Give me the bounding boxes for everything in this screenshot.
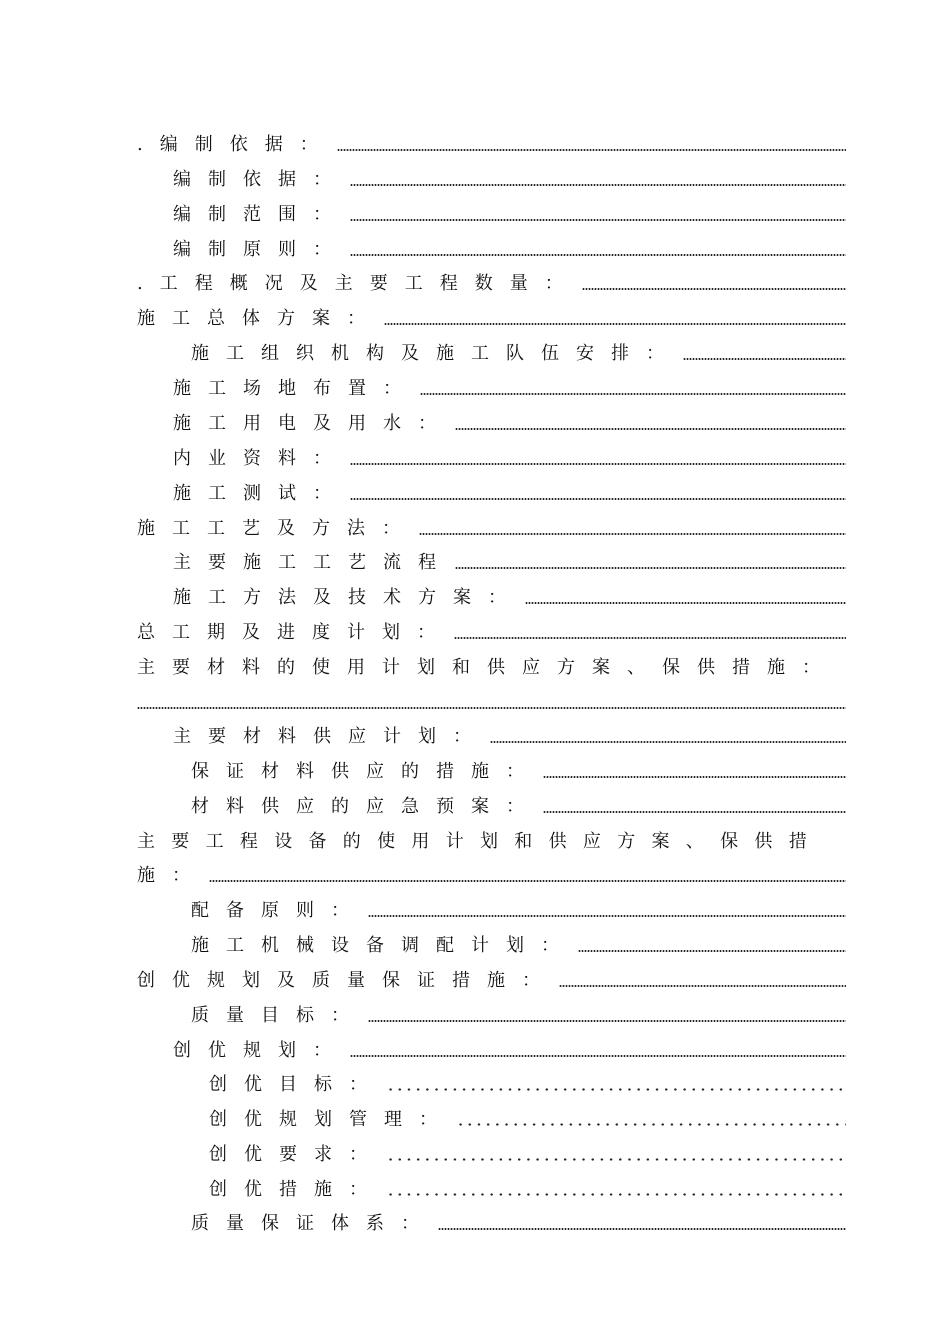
toc-entry[interactable] [173, 235, 846, 261]
toc-entry[interactable] [137, 269, 846, 295]
dot-leader [438, 1228, 846, 1230]
toc-entry[interactable] [173, 479, 846, 505]
toc-entry-label: .编制依据： [137, 134, 335, 155]
dot-leader [350, 463, 846, 465]
toc-entry-leader-line [137, 688, 846, 714]
toc-entry-label: 施工用电及用水： [173, 413, 453, 434]
toc-entry-label: 创优要求： [209, 1144, 384, 1165]
toc-entry[interactable] [173, 1036, 846, 1062]
toc-entry-label: 编制范围： [173, 204, 348, 225]
toc-entry-label: 创优规划： [173, 1040, 348, 1061]
dot-leader [386, 1088, 846, 1091]
dot-leader [490, 741, 846, 743]
toc-entry[interactable] [191, 339, 846, 365]
toc-entry-label: 配备原则： [191, 900, 366, 921]
toc-entry[interactable] [137, 966, 846, 992]
toc-entry[interactable] [137, 130, 846, 156]
toc-entry-label: .工程概况及主要工程数量： [137, 273, 580, 294]
dot-leader [350, 1055, 846, 1057]
toc-entry-label: 材料供应的应急预案： [191, 796, 541, 817]
dot-leader [350, 184, 846, 186]
dot-leader [350, 498, 846, 500]
toc-entry-label: 质量目标： [191, 1005, 366, 1026]
dot-leader [337, 149, 846, 151]
toc-entry-label: 主要材料供应计划： [173, 726, 488, 747]
dot-leader [454, 637, 846, 639]
dot-leader [386, 1158, 846, 1161]
toc-entry[interactable] [137, 827, 846, 853]
dot-leader [368, 1020, 846, 1022]
toc-entry-label: 施工工艺及方法： [137, 518, 417, 539]
dot-leader [137, 707, 846, 709]
toc-entry[interactable] [191, 931, 846, 957]
toc-entry[interactable] [173, 548, 846, 574]
toc-entry-label: 创优目标： [209, 1074, 384, 1095]
toc-entry-label: 施： [137, 865, 207, 886]
toc-entry-label: 总工期及进度计划： [137, 622, 452, 643]
toc-entry-label: 施工测试： [173, 483, 348, 504]
dot-leader [420, 393, 846, 395]
toc-entry[interactable] [191, 896, 846, 922]
toc-entry-label: 主要材料的使用计划和供应方案、保供措施： [137, 657, 837, 678]
dot-leader [455, 428, 846, 430]
toc-entry-label: 编制原则： [173, 239, 348, 260]
toc-entry[interactable] [209, 1070, 846, 1096]
dot-leader [543, 811, 846, 813]
toc-entry[interactable] [191, 757, 846, 783]
toc-entry[interactable] [191, 1209, 846, 1235]
toc-entry[interactable] [137, 653, 846, 679]
toc-entry[interactable] [137, 514, 846, 540]
dot-leader [368, 915, 846, 917]
toc-entry-label: 施工总体方案： [137, 308, 382, 329]
toc-entry[interactable] [209, 1140, 846, 1166]
toc-entry[interactable] [209, 1105, 846, 1131]
toc-entry-label: 创优规划及质量保证措施： [137, 970, 557, 991]
toc-entry[interactable] [137, 618, 846, 644]
toc-entry[interactable] [173, 409, 846, 435]
toc-entry-continuation[interactable] [137, 861, 846, 887]
toc-entry-label: 质量保证体系： [191, 1213, 436, 1234]
dot-leader [350, 254, 846, 256]
toc-entry-label: 内业资料： [173, 448, 348, 469]
dot-leader [683, 358, 846, 360]
dot-leader [419, 533, 846, 535]
dot-leader [543, 776, 846, 778]
toc-entry[interactable] [137, 304, 846, 330]
toc-entry-label: 创优规划管理： [209, 1109, 454, 1130]
toc-entry-label: 保证材料供应的措施： [191, 761, 541, 782]
dot-leader [525, 602, 846, 604]
dot-leader [386, 1193, 846, 1196]
toc-entry-label: 主要施工工艺流程 [173, 552, 453, 573]
dot-leader [578, 950, 846, 952]
toc-entry-label: 主要工程设备的使用计划和供应方案、保供措 [137, 831, 823, 852]
dot-leader [455, 567, 846, 569]
dot-leader [582, 288, 846, 290]
toc-entry-label: 施工方法及技术方案： [173, 587, 523, 608]
toc-entry-label: 创优措施： [209, 1179, 384, 1200]
toc-entry[interactable] [173, 722, 846, 748]
toc-entry[interactable] [173, 165, 846, 191]
toc-entry-label: 施工场地布置： [173, 378, 418, 399]
toc-entry[interactable] [173, 583, 846, 609]
dot-leader [384, 323, 846, 325]
dot-leader [559, 985, 846, 987]
toc-entry-label: 编制依据： [173, 169, 348, 190]
toc-entry[interactable] [173, 200, 846, 226]
toc-entry[interactable] [209, 1175, 846, 1201]
dot-leader [456, 1123, 846, 1126]
toc-entry[interactable] [191, 792, 846, 818]
dot-leader [209, 880, 846, 882]
toc-entry[interactable] [173, 374, 846, 400]
toc-entry[interactable] [173, 444, 846, 470]
dot-leader [350, 219, 846, 221]
toc-entry-label: 施工机械设备调配计划： [191, 935, 576, 956]
toc-entry-label: 施工组织机构及施工队伍安排： [191, 343, 681, 364]
toc-entry[interactable] [191, 1001, 846, 1027]
